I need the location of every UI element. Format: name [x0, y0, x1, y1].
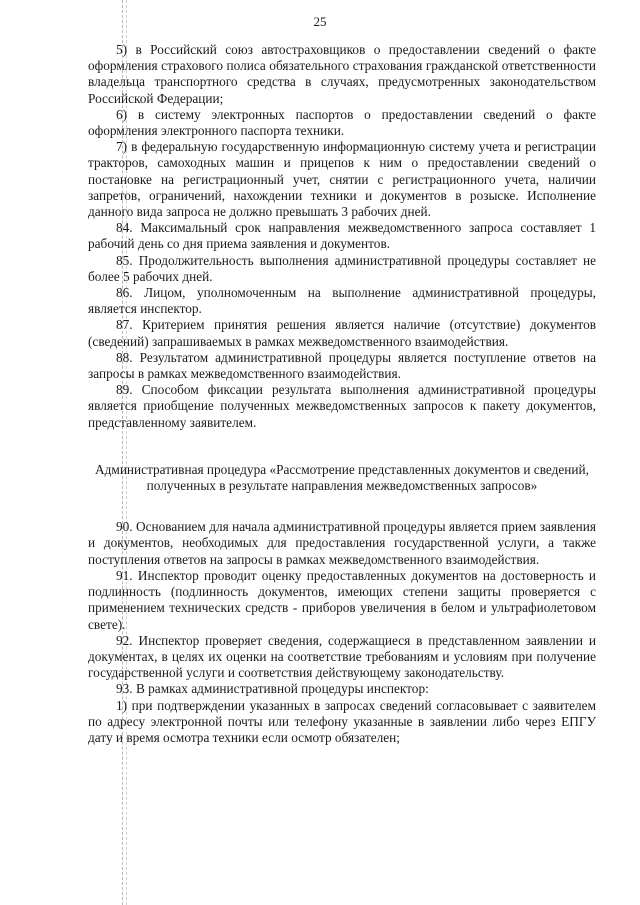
paragraph-88: 88. Результатом административной процедуры является поступление ответов на запросы в рамках межведомственного взаимодействия.: [88, 349, 596, 382]
paragraph-87: 87. Критерием принятия решения является наличие (отсутствие) документов (сведений) запрашиваемых в рамках межведомственного взаимодействия.: [88, 317, 596, 349]
paragraph-91: 91. Инспектор проводит оценку предоставленных документов на достоверность и подлинность (подлинность документов, имеющих степени защиты проверяется с применением технических средств - приборов увеличения в белом и ультрафиолетовом свете).: [88, 567, 596, 632]
paragraph-item-5: 5) в Российский союз автостраховщиков о предоставлении сведений о факте оформления страхового полиса обязательного страхования гражданской ответственности владельца транспортного средства в случаях, предусмотренных законодательством Российской Федерации;: [88, 42, 596, 106]
paragraph-86: 86. Лицом, уполномоченным на выполнение административной процедуры, является инспектор.: [88, 285, 596, 317]
document-body: [88, 42, 596, 746]
paragraph-90: 90. Основанием для начала административной процедуры является прием заявления и документов, необходимых для предоставления государственной услуги, а также поступления ответов на запросы в рамках межведомственного взаимодействия.: [88, 519, 596, 567]
paragraph-item-6: 6) в систему электронных паспортов о предоставлении сведений о факте оформления электронного паспорта техники.: [88, 106, 596, 139]
paragraph-93: 93. В рамках административной процедуры инспектор:: [116, 681, 429, 697]
page-number: 25: [313, 14, 327, 29]
paragraph-85: 85. Продолжительность выполнения административной процедуры составляет не более 5 рабочих дней.: [88, 252, 596, 284]
paragraph-item-7: 7) в федеральную государственную информационную систему учета и регистрации тракторов, самоходных машин и прицепов к ним о предоставлении сведений о постановке на регистрационный учет, снятии с регистрационного учета, наличии запретов, ограничений, нахождении техники и документов в розыске. Исполнение данного вида запроса не должно превышать 3 рабочих дней.: [88, 139, 596, 220]
section-heading: Административная процедура «Рассмотрение представленных документов и сведений, полученных в результате направления межведомственных запросов»: [95, 461, 589, 494]
paragraph-89: 89. Способом фиксации результата выполнения административной процедуры является приобщение полученных межведомственных запросов к пакету документов, представленному заявителем.: [88, 382, 596, 430]
paragraph-84: 84. Максимальный срок направления межведомственного запроса составляет 1 рабочий день со дня приема заявления и документов.: [88, 220, 596, 252]
paragraph-92: 92. Инспектор проверяет сведения, содержащиеся в представленном заявлении и документах, в целях их оценки на соответствие требованиям и условиям при получение государственной услуги и соответствия действующему законодательству.: [88, 632, 596, 681]
paragraph-93-item-1: 1) при подтверждении указанных в запросах сведений согласовывает с заявителем по адресу электронной почты или телефону указанные в заявлении либо через ЕПГУ дату и время осмотра техники если осмотр обязателен;: [88, 697, 596, 745]
